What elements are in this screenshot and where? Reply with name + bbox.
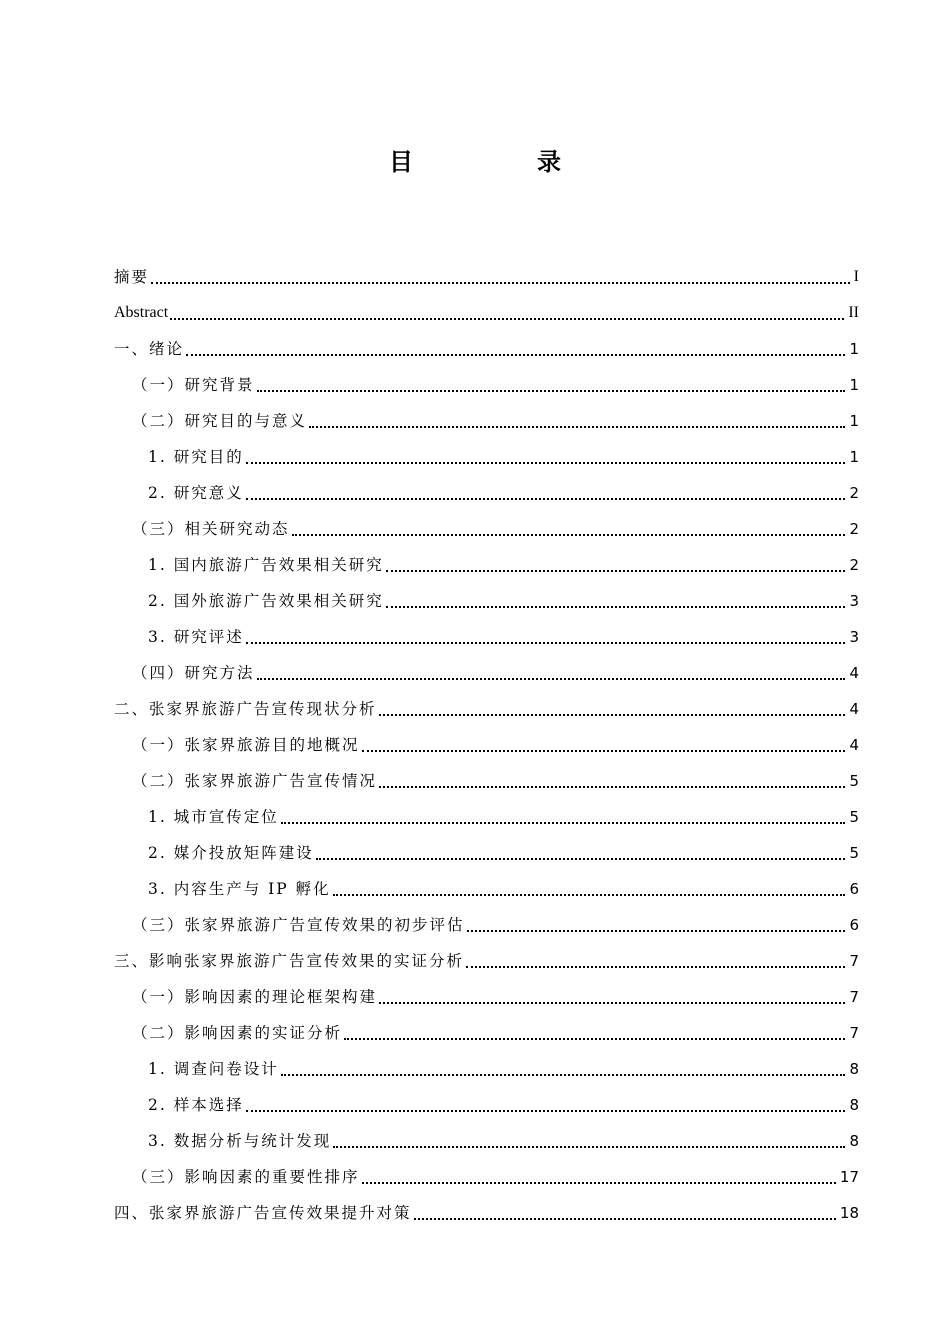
- toc-entry[interactable]: [114, 904, 859, 940]
- toc-page-number: 6: [849, 880, 859, 898]
- toc-page-number: 5: [849, 772, 859, 790]
- toc-page-number: 2: [849, 520, 859, 538]
- toc-entry[interactable]: [114, 796, 859, 832]
- toc-entry-title: Abstract: [114, 304, 169, 321]
- toc-dot-leader: [362, 1182, 836, 1184]
- toc-page-number: 7: [849, 988, 859, 1006]
- toc-dot-leader: [281, 822, 846, 824]
- toc-entry-title: 3. 研究评述: [148, 628, 244, 646]
- toc-dot-leader: [344, 1038, 845, 1040]
- toc-dot-leader: [467, 930, 846, 932]
- table-of-contents: [114, 256, 859, 1228]
- toc-entry[interactable]: [114, 1012, 859, 1048]
- toc-entry-title: 摘要: [114, 268, 150, 286]
- toc-entry-title: 2. 样本选择: [148, 1096, 244, 1114]
- toc-entry-title: （三）相关研究动态: [132, 520, 290, 538]
- toc-dot-leader: [246, 642, 846, 644]
- toc-entry-title: 3. 内容生产与 IP 孵化: [148, 880, 331, 898]
- toc-dot-leader: [362, 750, 846, 752]
- toc-entry[interactable]: [114, 580, 859, 616]
- toc-dot-leader: [292, 534, 846, 536]
- toc-entry[interactable]: [114, 292, 859, 328]
- toc-page-number: 4: [849, 664, 859, 682]
- toc-entry[interactable]: [114, 400, 859, 436]
- toc-page-number: 8: [849, 1060, 859, 1078]
- toc-entry-title: （三）影响因素的重要性排序: [132, 1168, 360, 1186]
- toc-entry[interactable]: [114, 760, 859, 796]
- toc-page-number: II: [848, 304, 859, 321]
- toc-page-number: 5: [849, 808, 859, 826]
- toc-entry-title: （一）研究背景: [132, 376, 255, 394]
- toc-entry-title: 1. 国内旅游广告效果相关研究: [148, 556, 384, 574]
- toc-dot-leader: [257, 390, 846, 392]
- toc-entry[interactable]: [114, 832, 859, 868]
- toc-dot-leader: [170, 318, 844, 320]
- toc-entry[interactable]: [114, 976, 859, 1012]
- toc-dot-leader: [246, 1110, 846, 1112]
- toc-entry[interactable]: [114, 652, 859, 688]
- toc-dot-leader: [257, 678, 846, 680]
- toc-entry-title: （四）研究方法: [132, 664, 255, 682]
- toc-page-number: 18: [839, 1204, 859, 1222]
- toc-entry[interactable]: [114, 1084, 859, 1120]
- toc-entry[interactable]: [114, 688, 859, 724]
- toc-entry-title: 2. 国外旅游广告效果相关研究: [148, 592, 384, 610]
- toc-entry[interactable]: [114, 436, 859, 472]
- toc-dot-leader: [379, 786, 845, 788]
- toc-entry-title: （二）研究目的与意义: [132, 412, 308, 430]
- toc-dot-leader: [414, 1218, 836, 1220]
- toc-dot-leader: [386, 570, 846, 572]
- toc-page-number: 1: [849, 376, 859, 394]
- toc-entry[interactable]: [114, 1120, 859, 1156]
- toc-entry[interactable]: [114, 472, 859, 508]
- toc-dot-leader: [246, 498, 846, 500]
- toc-entry-title: （二）影响因素的实证分析: [132, 1024, 343, 1042]
- toc-entry[interactable]: [114, 616, 859, 652]
- page-title: 目 录: [389, 148, 611, 176]
- toc-entry-title: （三）张家界旅游广告宣传效果的初步评估: [132, 916, 465, 934]
- toc-entry[interactable]: [114, 508, 859, 544]
- toc-page-number: 2: [849, 484, 859, 502]
- toc-entry[interactable]: [114, 1048, 859, 1084]
- toc-entry-title: （一）影响因素的理论框架构建: [132, 988, 378, 1006]
- toc-page-number: I: [853, 268, 859, 285]
- toc-page-number: 1: [849, 448, 859, 466]
- toc-entry[interactable]: [114, 256, 859, 292]
- toc-dot-leader: [151, 282, 850, 284]
- toc-entry-title: 三、影响张家界旅游广告宣传效果的实证分析: [114, 952, 465, 970]
- toc-entry-title: 一、绪论: [114, 340, 185, 358]
- toc-entry[interactable]: [114, 544, 859, 580]
- toc-entry-title: 二、张家界旅游广告宣传现状分析: [114, 700, 377, 718]
- toc-entry-title: 四、张家界旅游广告宣传效果提升对策: [114, 1204, 412, 1222]
- toc-page-number: 7: [849, 952, 859, 970]
- toc-page-number: 7: [849, 1024, 859, 1042]
- toc-dot-leader: [316, 858, 846, 860]
- toc-entry-title: 2. 媒介投放矩阵建设: [148, 844, 314, 862]
- toc-dot-leader: [333, 894, 846, 896]
- toc-page-number: 4: [849, 736, 859, 754]
- toc-page-number: 5: [849, 844, 859, 862]
- toc-dot-leader: [386, 606, 846, 608]
- toc-page-number: 8: [849, 1132, 859, 1150]
- toc-dot-leader: [246, 462, 846, 464]
- toc-entry[interactable]: [114, 940, 859, 976]
- toc-dot-leader: [333, 1146, 845, 1148]
- toc-page-number: 4: [849, 700, 859, 718]
- toc-entry-title: 2. 研究意义: [148, 484, 244, 502]
- toc-page-number: 3: [849, 592, 859, 610]
- toc-page-number: 8: [849, 1096, 859, 1114]
- toc-dot-leader: [466, 966, 845, 968]
- toc-entry-title: 1. 研究目的: [148, 448, 244, 466]
- toc-entry-title: 3. 数据分析与统计发现: [148, 1132, 332, 1150]
- toc-entry-title: 1. 城市宣传定位: [148, 808, 279, 826]
- toc-entry-title: 1. 调查问卷设计: [148, 1060, 279, 1078]
- toc-page-number: 1: [849, 340, 859, 358]
- toc-entry[interactable]: [114, 328, 859, 364]
- toc-entry-title: （一）张家界旅游目的地概况: [132, 736, 360, 754]
- toc-dot-leader: [379, 1002, 845, 1004]
- toc-entry-title: （二）张家界旅游广告宣传情况: [132, 772, 378, 790]
- toc-page-number: 17: [839, 1168, 859, 1186]
- toc-dot-leader: [281, 1074, 846, 1076]
- toc-dot-leader: [186, 354, 845, 356]
- toc-entry[interactable]: [114, 1192, 859, 1228]
- toc-dot-leader: [379, 714, 846, 716]
- toc-page-number: 6: [849, 916, 859, 934]
- toc-entry[interactable]: [114, 724, 859, 760]
- toc-page-number: 2: [849, 556, 859, 574]
- toc-dot-leader: [309, 426, 845, 428]
- toc-entry[interactable]: [114, 1156, 859, 1192]
- toc-page-number: 1: [849, 412, 859, 430]
- toc-entry[interactable]: [114, 364, 859, 400]
- toc-page-number: 3: [849, 628, 859, 646]
- toc-entry[interactable]: [114, 868, 859, 904]
